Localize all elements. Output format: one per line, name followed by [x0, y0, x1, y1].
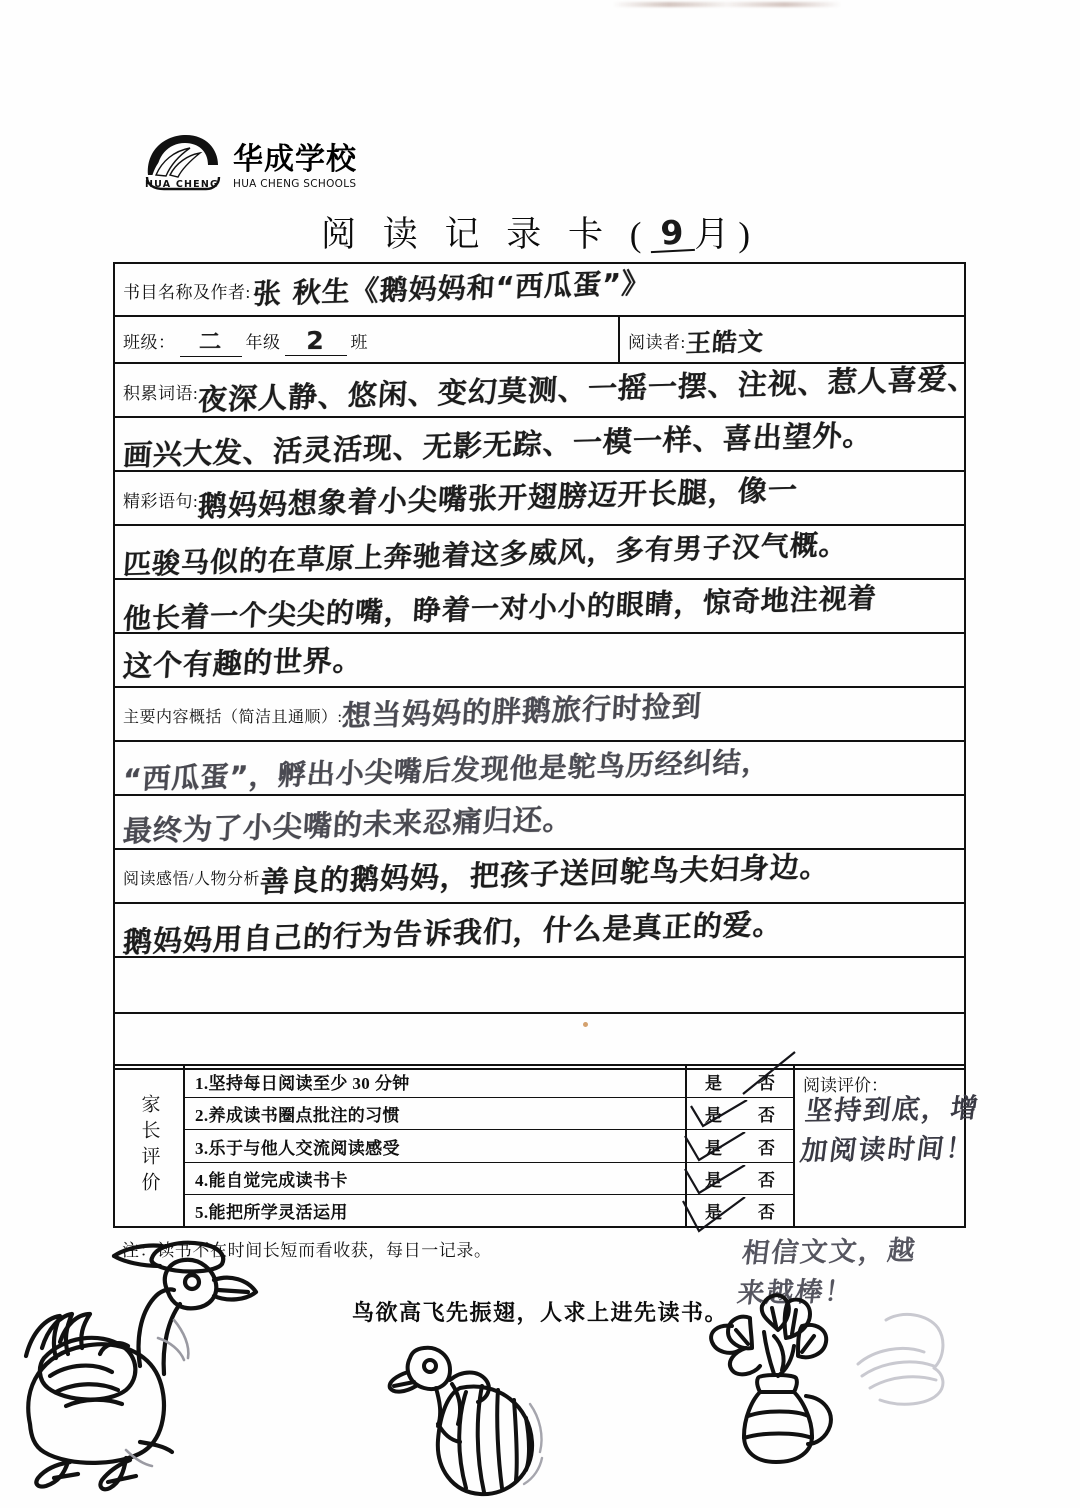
reflection-label: 阅读感悟/人物分析	[123, 870, 260, 888]
class-cell	[115, 317, 620, 362]
book-title-label: 书目名称及作者:	[123, 283, 251, 302]
sentences-cell-2	[115, 526, 964, 582]
comment-line-1: 坚持到底，增	[803, 1093, 982, 1128]
school-logo	[140, 131, 357, 191]
school-name-en: HUA CHENG SCHOOLS	[233, 177, 357, 190]
words-value-line2: 画兴大发、活灵活现、无影无踪、一模一样、喜出望外。	[122, 416, 874, 473]
evaluation-item: 4.能自觉完成读书卡	[185, 1163, 685, 1195]
evaluation-answer-row[interactable]	[687, 1195, 793, 1226]
evaluation-item: 2.养成读书圈点批注的习惯	[185, 1098, 685, 1130]
footer-note: 注：读书不在时间长短而看收获，每日一记录。	[122, 1241, 492, 1260]
check-mark	[683, 1165, 751, 1199]
row-summary-2	[115, 742, 964, 796]
row-sentences-2	[115, 526, 964, 580]
class-number-unit: 班	[350, 333, 368, 352]
teacher-comment-cell	[795, 1066, 982, 1226]
ostrich-watermelon-drawing	[374, 1336, 614, 1508]
check-mark	[689, 1100, 751, 1134]
row-words-2	[115, 418, 964, 472]
row-blank-2	[115, 1014, 964, 1070]
words-label: 积累词语:	[123, 383, 199, 403]
scan-artifact	[612, 2, 842, 7]
summary-label: 主要内容概括（简洁且通顺）:	[123, 708, 343, 726]
reflection-value-line2: 鹅妈妈用自己的行为告诉我们，什么是真正的爱。	[122, 906, 784, 959]
book-title-value: 张 秋生《鹅妈妈和“西瓜蛋”》	[251, 265, 652, 311]
evaluation-item: 1.坚持每日阅读至少 30 分钟	[185, 1066, 685, 1098]
reflection-cell-1	[115, 850, 964, 902]
title-suffix: 月)	[694, 215, 760, 254]
reflection-value-line1: 善良的鹅妈妈，把孩子送回鸵鸟夫妇身边。	[258, 848, 831, 899]
answer-yes[interactable]: 是	[705, 1202, 722, 1222]
teacher-comment-label: 阅读评价：	[803, 1076, 888, 1095]
goose-drawing	[8, 1236, 288, 1506]
row-sentences-4	[115, 634, 964, 688]
answer-yes[interactable]: 是	[705, 1106, 722, 1126]
summary-value-line2: “西瓜蛋”，孵出小尖嘴后发现他是鸵鸟历经纠结，	[122, 744, 772, 797]
reading-record-table	[113, 262, 980, 1070]
sentences-value-line3: 他长着一个尖尖的嘴，睁着一对小小的眼睛，惊奇地注视着	[122, 581, 878, 636]
answer-yes[interactable]: 是	[705, 1074, 722, 1094]
comment-line-4: 来越棒！	[735, 1276, 856, 1310]
blank-cell-1	[115, 958, 964, 1012]
sentences-value-line4: 这个有趣的世界。	[121, 642, 364, 683]
reader-value: 王皓文	[684, 326, 765, 358]
answer-no[interactable]: 否	[758, 1202, 775, 1222]
evaluation-item-list	[185, 1066, 687, 1226]
sentences-cell-3	[115, 580, 964, 636]
row-sentences-3	[115, 580, 964, 634]
page-title	[0, 207, 1080, 257]
reader-cell	[620, 317, 964, 362]
parent-evaluation-table	[113, 1064, 982, 1228]
summary-cell-3	[115, 796, 964, 848]
flower-vase-drawing	[702, 1292, 852, 1472]
paper-speck	[583, 1022, 588, 1027]
row-reflection-1	[115, 850, 964, 904]
evaluation-item: 3.乐于与他人交流阅读感受	[185, 1130, 685, 1162]
evaluation-answer-column	[687, 1066, 795, 1226]
sentences-value-line2: 匹骏马似的在草原上奔驰着这多威风，多有男子汉气概。	[122, 527, 849, 582]
class-label: 班级：	[123, 333, 176, 352]
teacher-comment-text	[798, 1088, 1058, 1172]
sentences-label: 精彩语句:	[123, 491, 199, 511]
answer-no[interactable]: 否	[758, 1138, 775, 1158]
svg-text:HUA CHENG: HUA CHENG	[145, 179, 219, 190]
parent-evaluation-vertical-label: 家长评价	[115, 1066, 185, 1226]
words-value-line1: 夜深人静、悠闲、变幻莫测、一摇一摆、注视、惹人喜爱、	[197, 360, 980, 417]
school-name-cn: 华成学校	[233, 141, 357, 177]
title-month-value: 9	[649, 215, 695, 253]
summary-cell-1	[115, 688, 964, 740]
book-title-cell	[115, 264, 964, 315]
sentences-value-line1: 鹅妈妈想象着小尖嘴张开翅膀迈开长腿，像一	[197, 472, 800, 523]
words-cell-1	[115, 360, 980, 417]
row-book-title	[115, 264, 964, 317]
row-reflection-2	[115, 904, 964, 958]
row-class-reader	[115, 317, 964, 364]
evaluation-answer-row[interactable]	[687, 1098, 793, 1130]
words-cell-2	[115, 416, 964, 473]
row-sentences-1	[115, 472, 964, 526]
answer-no[interactable]: 否	[758, 1074, 775, 1094]
hua-cheng-bird-icon	[140, 131, 224, 191]
hand-outline-sketch	[850, 1300, 990, 1440]
sentences-cell-1	[115, 472, 964, 524]
evaluation-item: 5.能把所学灵活运用	[195, 1202, 348, 1222]
row-words-1	[115, 360, 980, 418]
blank-cell-2	[115, 1014, 964, 1068]
answer-no[interactable]: 否	[758, 1170, 775, 1190]
class-grade-value: 二	[180, 325, 242, 357]
reader-label: 阅读者:	[628, 333, 686, 352]
reflection-cell-2	[115, 904, 964, 959]
row-summary-1	[115, 688, 964, 742]
summary-value-line3: 最终为了小尖嘴的未来忍痛归还。	[121, 801, 574, 848]
answer-no[interactable]: 否	[758, 1106, 775, 1126]
row-summary-3	[115, 796, 964, 850]
title-prefix: 阅 读 记 录 卡 (	[320, 215, 651, 254]
check-mark	[683, 1132, 751, 1166]
row-blank-1	[115, 958, 964, 1014]
check-mark	[681, 1197, 751, 1237]
summary-value-line1: 想当妈妈的胖鹅旅行时捡到	[341, 688, 704, 733]
evaluation-answer-row[interactable]	[687, 1066, 793, 1098]
evaluation-answer-row[interactable]	[687, 1130, 793, 1162]
class-number-value: 2	[285, 326, 347, 356]
class-grade-unit: 年级	[245, 333, 281, 352]
answer-yes[interactable]: 是	[705, 1170, 722, 1190]
summary-cell-2	[115, 742, 964, 797]
sentences-cell-4	[115, 634, 964, 686]
strike-mark	[739, 1050, 799, 1098]
comment-line-2: 加阅读时间！	[798, 1133, 977, 1168]
evaluation-answer-row[interactable]	[687, 1163, 793, 1195]
comment-line-3: 相信文文，越	[740, 1235, 919, 1270]
footer-motto: 鸟欲高飞先振翅，人求上进先读书。	[351, 1300, 728, 1325]
answer-yes[interactable]: 是	[705, 1138, 722, 1158]
